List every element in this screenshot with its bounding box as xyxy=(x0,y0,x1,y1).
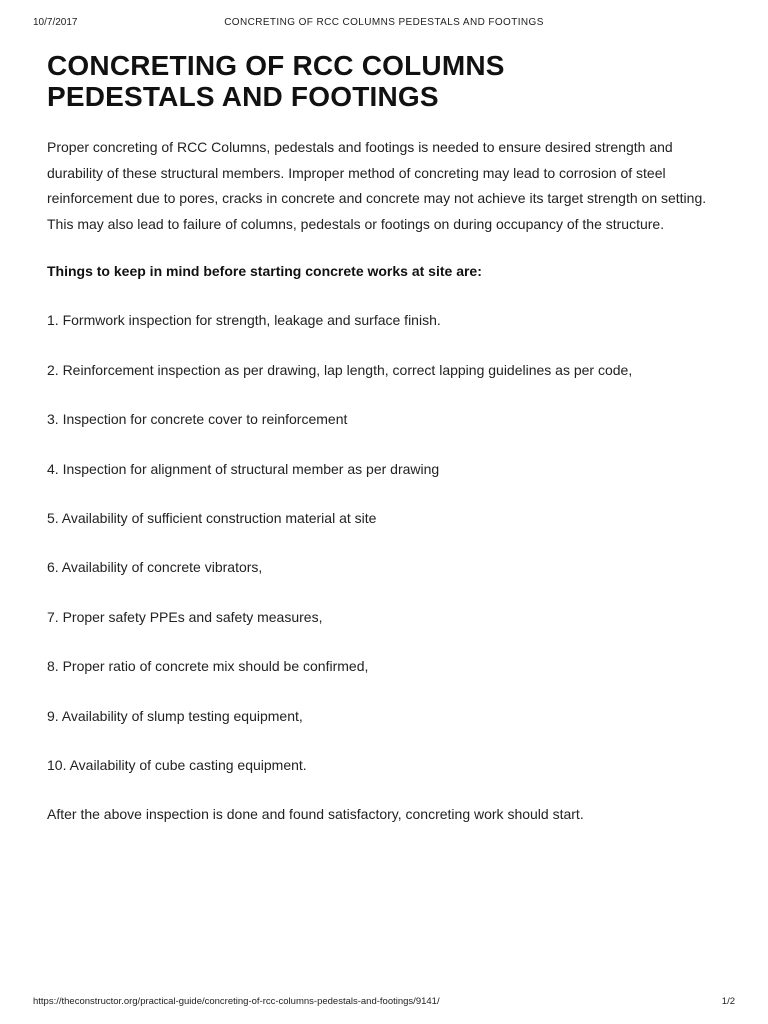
checklist-item: 2. Reinforcement inspection as per drawing, lap length, correct lapping guidelines as per code, xyxy=(47,361,633,378)
checklist-item: 1. Formwork inspection for strength, leakage and surface finish. xyxy=(47,312,441,329)
page-number: 1/2 xyxy=(721,996,735,1007)
article-title xyxy=(47,50,727,112)
checklist-item: 3. Inspection for concrete cover to reinforcement xyxy=(47,411,348,428)
checklist-item: 7. Proper safety PPEs and safety measures, xyxy=(47,608,323,625)
print-header xyxy=(0,17,768,31)
checklist xyxy=(47,310,727,775)
checklist-item: 6. Availability of concrete vibrators, xyxy=(47,559,263,576)
source-url: https://theconstructor.org/practical-guide/concreting-of-rcc-columns-pedestals-and-footings/9141/ xyxy=(33,996,440,1007)
checklist-item: 4. Inspection for alignment of structural member as per drawing xyxy=(47,460,440,477)
intro-paragraph: Proper concreting of RCC Columns, pedestals and footings is needed to ensure desired strength and durability of these structural members. Improper method of concreting may lead to corrosion of steel reinforcement due to pores, cracks in concrete and concrete may not achieve its target strength on setting. This may also lead to failure of columns, pedestals or footings on during occupancy of the structure. xyxy=(47,139,707,232)
checklist-item: 8. Proper ratio of concrete mix should be confirmed, xyxy=(47,658,369,675)
closing-paragraph: After the above inspection is done and found satisfactory, concreting work should start. xyxy=(47,806,584,823)
checklist-item: 10. Availability of cube casting equipment. xyxy=(47,756,307,773)
print-header-title: CONCRETING OF RCC COLUMNS PEDESTALS AND FOOTINGS xyxy=(224,17,544,28)
checklist-heading: Things to keep in mind before starting concrete works at site are: xyxy=(47,263,482,280)
article-title-line-2: PEDESTALS AND FOOTINGS xyxy=(47,81,439,112)
checklist-item: 5. Availability of sufficient construction material at site xyxy=(47,509,377,526)
article-title-line-1: CONCRETING OF RCC COLUMNS xyxy=(47,50,505,81)
print-footer xyxy=(0,996,768,1010)
print-date: 10/7/2017 xyxy=(33,17,78,28)
article xyxy=(47,50,727,824)
checklist-item: 9. Availability of slump testing equipment, xyxy=(47,707,303,724)
